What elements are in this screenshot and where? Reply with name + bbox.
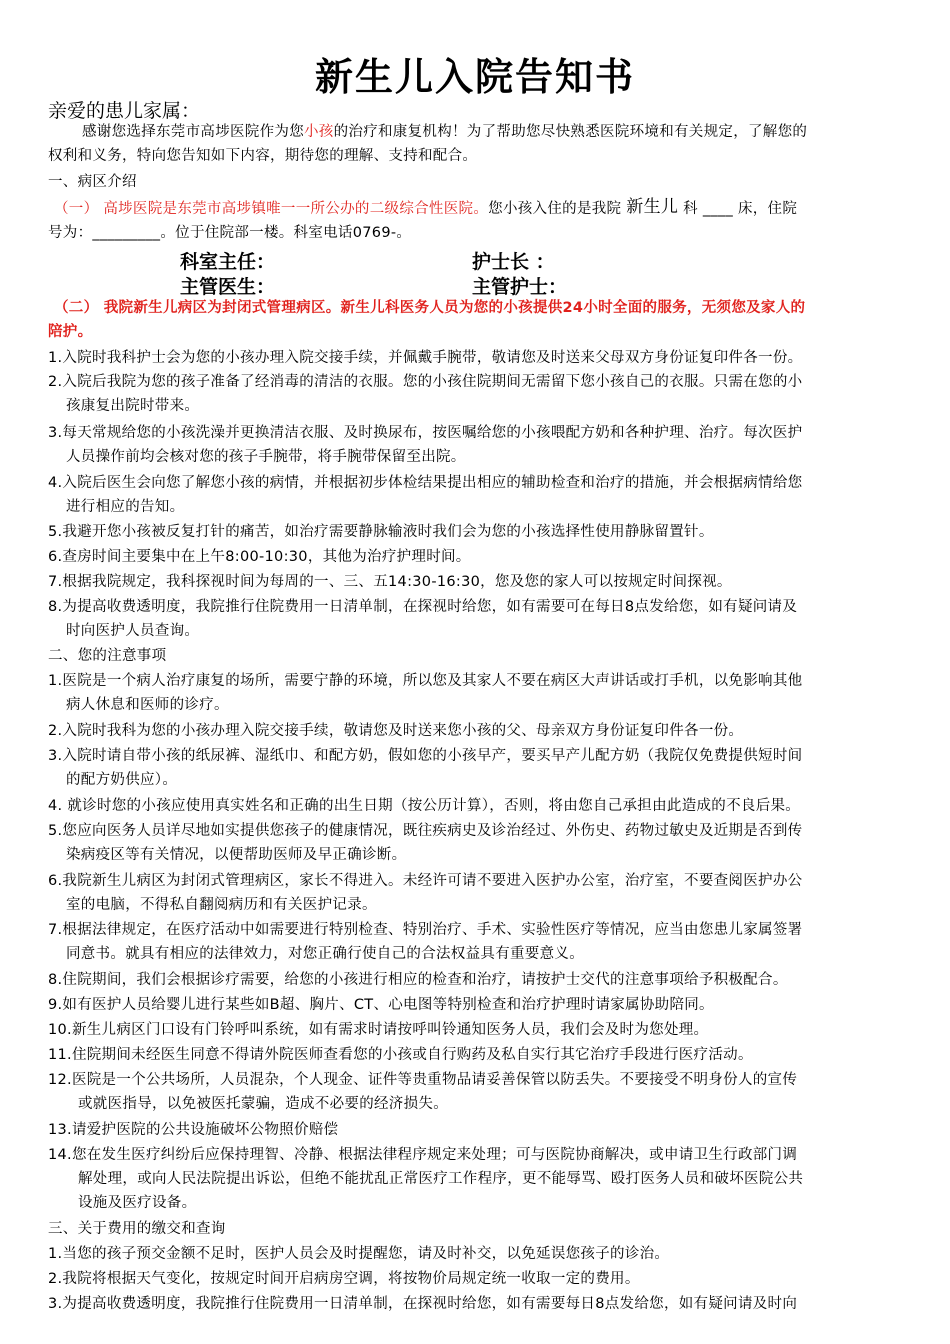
greeting: 亲爱的患儿家属：: [48, 100, 201, 122]
s2-item-3-cont: 的配方奶供应）。: [66, 772, 178, 788]
s2-item-8: 8.住院期间，我们会根据诊疗需要，给您的小孩进行相应的检查和治疗，请按护士交代的注意事项给予积极配合。: [48, 972, 788, 988]
s2-item-1-cont: 病人休息和医师的诊疗。: [66, 697, 229, 713]
s2-item-1: 1.医院是一个病人治疗康复的场所，需要宁静的环境，所以您及其家人不要在病区大声讲话或打手机，以免影响其他: [48, 673, 803, 689]
s1-item-3: 3.每天常规给您的小孩洗澡并更换清洁衣服、及时换尿布，按医嘱给您的小孩喂配方奶和各种护理、治疗。每次医护: [48, 425, 803, 441]
s2-item-6-cont: 室的电脑，不得私自翻阅病历和有关医护记录。: [66, 897, 377, 913]
s1-item-2-cont: 孩康复出院时带来。: [66, 398, 200, 414]
intro-line-2: 权利和义务，特向您告知如下内容，期待您的理解、支持和配合。: [48, 148, 478, 164]
s2-item-3: 3.入院时请自带小孩的纸尿裤、湿纸巾、和配方奶，假如您的小孩早产，要买早产儿配方奶（我院仅免费提供短时间: [48, 748, 803, 764]
section1-heading: 一、病区介绍: [48, 174, 137, 190]
section1-p1-line-2: 号为：_________。位于住院部一楼。科室电话0769-。: [48, 225, 412, 241]
s1-item-5: 5.我避开您小孩被反复打针的痛苦，如治疗需要静脉输液时我们会为您的小孩选择性使用静脉留置针。: [48, 524, 714, 540]
s1-item-8-cont: 时向医护人员查询。: [66, 623, 200, 639]
s3-item-2: 2.我院将根据天气变化，按规定时间开启病房空调，将按物价局规定统一收取一定的费用。: [48, 1271, 640, 1287]
section3-heading: 三、关于费用的缴交和查询: [48, 1221, 226, 1237]
s2-item-5: 5.您应向医务人员详尽地如实提供您孩子的健康情况，既往疾病史及诊治经过、外伤史、药物过敏史及近期是否到传: [48, 823, 803, 839]
document-title: 新生儿入院告知书: [314, 55, 635, 99]
s2-item-4: 4. 就诊时您的小孩应使用真实姓名和正确的出生日期（按公历计算），否则，将由您自己承担由此造成的不良后果。: [48, 798, 801, 814]
section1-p2-line-1: （二） 我院新生儿病区为封闭式管理病区。新生儿科医务人员为您的小孩提供24小时全面的服务，无须您及家人的: [54, 300, 806, 316]
staff-nurse: 主管护士：: [472, 276, 568, 298]
s2-item-5-cont: 染病疫区等有关情况，以便帮助医师及早正确诊断。: [66, 847, 407, 863]
s1-item-8: 8.为提高收费透明度，我院推行住院费用一日清单制，在探视时给您，如有需要可在每日8点发给您，如有疑问请及: [48, 599, 798, 615]
s2-item-6: 6.我院新生儿病区为封闭式管理病区，家长不得进入。未经许可请不要进入医护办公室，治疗室，不要查阅医护办公: [48, 873, 803, 889]
s2-item-14: 14.您在发生医疗纠纷后应保持理智、冷静、根据法律程序规定来处理；可与医院协商解决，或申请卫生行政部门调: [48, 1147, 798, 1163]
s1-item-2: 2.入院后我院为您的孩子准备了经消毒的清洁的衣服。您的小孩住院期间无需留下您小孩自己的衣服。只需在您的小: [48, 374, 803, 390]
s1-item-4-cont: 进行相应的告知。: [66, 499, 185, 515]
s3-item-1: 1.当您的孩子预交金额不足时，医护人员会及时提醒您，请及时补交，以免延误您孩子的诊治。: [48, 1246, 670, 1262]
s1-item-1: 1.入院时我科护士会为您的小孩办理入院交接手续，并佩戴手腕带，敬请您及时送来父母双方身份证复印件各一份。: [48, 350, 803, 366]
intro-line-1: 感谢您选择东莞市高埗医院作为您小孩的治疗和康复机构！为了帮助您尽快熟悉医院环境和有关规定，了解您的: [82, 124, 808, 140]
s1-item-4: 4.入院后医生会向您了解您小孩的病情，并根据初步体检结果提出相应的辅助检查和治疗的措施，并会根据病情给您: [48, 475, 803, 491]
staff-head-nurse: 护士长 ：: [472, 251, 555, 273]
s2-item-12-cont: 或就医指导，以免被医托蒙骗，造成不必要的经济损失。: [78, 1096, 448, 1112]
s2-item-7-cont: 同意书。就具有相应的法律效力，对您正确行使自己的合法权益具有重要意义。: [66, 946, 584, 962]
staff-doctor: 主管医生：: [180, 276, 276, 298]
section1-p1-line-1: （一） 高埗医院是东莞市高埗镇唯一一所公办的二级综合性医院。您小孩入住的是我院 新生儿 科 ____ 床，住院: [54, 197, 798, 217]
s2-item-14-cont-1: 解处理，或向人民法院提出诉讼，但绝不能扰乱正常医疗工作程序，更不能辱骂、殴打医务人员和破坏医院公共: [78, 1171, 804, 1187]
staff-director: 科室主任：: [180, 251, 276, 273]
dept-name: 新生儿: [626, 197, 679, 217]
s2-item-14-cont-2: 设施及医疗设备。: [78, 1195, 197, 1211]
s1-item-3-cont: 人员操作前均会核对您的孩子手腕带，将手腕带保留至出院。: [66, 449, 466, 465]
s1-item-6: 6.查房时间主要集中在上午8:00-10:30，其他为治疗护理时间。: [48, 549, 471, 565]
s3-item-3: 3.为提高收费透明度，我院推行住院费用一日清单制，在探视时给您，如有需要每日8点发给您，如有疑问请及时向: [48, 1296, 798, 1312]
s2-item-10: 10.新生儿病区门口设有门铃呼叫系统，如有需求时请按呼叫铃通知医务人员，我们会及时为您处理。: [48, 1022, 709, 1038]
section1-p2-line-2: 陪护。: [48, 324, 93, 340]
s2-item-11: 11.住院期间未经医生同意不得请外院医师查看您的小孩或自行购药及私自实行其它治疗手段进行医疗活动。: [48, 1047, 753, 1063]
section2-heading: 二、您的注意事项: [48, 648, 167, 664]
s2-item-13: 13.请爱护医院的公共设施破坏公物照价赔偿: [48, 1122, 339, 1138]
s1-item-7: 7.根据我院规定，我科探视时间为每周的一、三、五14:30-16:30，您及您的家人可以按规定时间探视。: [48, 574, 732, 590]
s2-item-2: 2.入院时我科为您的小孩办理入院交接手续，敬请您及时送来您小孩的父、母亲双方身份证复印件各一份。: [48, 723, 744, 739]
s2-item-7: 7.根据法律规定，在医疗活动中如需要进行特别检查、特别治疗、手术、实验性医疗等情况，应当由您患儿家属签署: [48, 922, 803, 938]
s2-item-12: 12.医院是一个公共场所，人员混杂，个人现金、证件等贵重物品请妥善保管以防丢失。不要接受不明身份人的宣传: [48, 1072, 798, 1088]
s2-item-9: 9.如有医护人员给婴儿进行某些如B超、胸片、CT、心电图等特别检查和治疗护理时请家属协助陪同。: [48, 997, 714, 1013]
